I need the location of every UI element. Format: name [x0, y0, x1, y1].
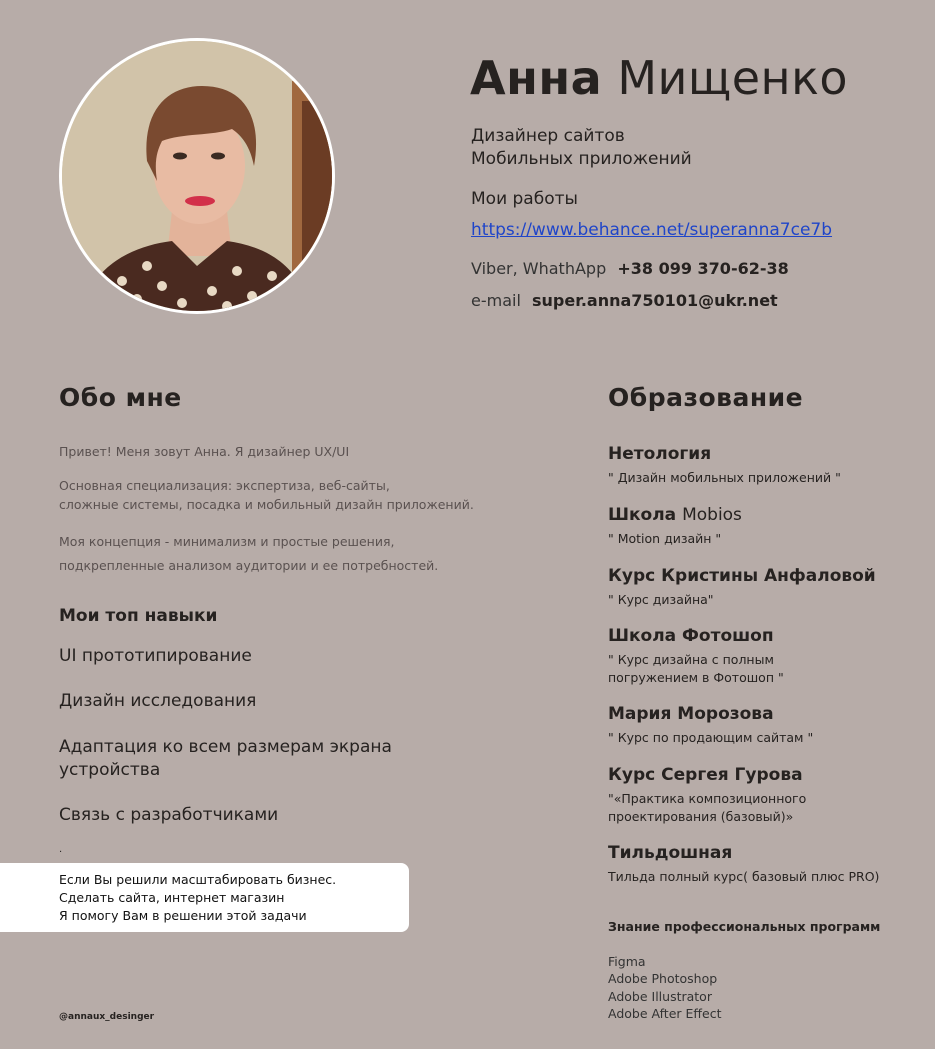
education-title: Образование — [608, 383, 804, 412]
role-line-2: Мобильных приложений — [471, 149, 692, 169]
about-specialization-line-1: Основная специализация: экспертиза, веб-сайты, — [59, 478, 390, 493]
education-item — [608, 504, 908, 548]
education-desc: "«Практика композиционного проектирования (базовый)» — [608, 791, 807, 824]
programs-title: Знание профессиональных программ — [608, 919, 881, 934]
offer-line-1: Если Вы решили масштабировать бизнес. — [59, 872, 337, 887]
education-desc: Тильда полный курс( базовый плюс PRO) — [608, 869, 880, 884]
portfolio-link[interactable]: https://www.behance.net/superanna7ce7b — [471, 220, 833, 240]
skills-title: Мои топ навыки — [59, 606, 218, 626]
role-line-1: Дизайнер сайтов — [471, 126, 625, 146]
profile-photo — [59, 38, 335, 314]
education-name: Курс Кристины Анфаловой — [608, 566, 876, 586]
education-item — [608, 565, 908, 609]
programs-list — [608, 953, 721, 1022]
education-item — [608, 842, 908, 886]
offer-line-2: Сделать сайта, интернет магазин — [59, 890, 285, 905]
separator-dot: . — [59, 844, 63, 855]
education-name: Школа Mobios — [608, 505, 742, 525]
education-item — [608, 703, 908, 747]
education-item — [608, 625, 908, 687]
social-handle: @annaux_desinger — [59, 1012, 155, 1022]
education-name: Школа Фотошоп — [608, 626, 774, 646]
last-name: Мищенко — [617, 51, 849, 105]
about-intro: Привет! Меня зовут Анна. Я дизайнер UX/UI — [59, 444, 350, 459]
education-name: Тильдошная — [608, 843, 733, 863]
program-item: Adobe Illustrator — [608, 988, 712, 1004]
skill-item: Связь с разработчиками — [59, 805, 279, 825]
first-name: Анна — [470, 51, 603, 105]
phone-contact — [471, 258, 789, 280]
education-desc: " Курс дизайна" — [608, 592, 714, 607]
offer-card — [0, 863, 409, 932]
email-contact — [471, 290, 778, 312]
skill-item: Адаптация ко всем размерам экрана устройства — [59, 737, 392, 780]
phone-label: Viber, WhathApp — [471, 259, 607, 278]
email-value[interactable]: super.anna750101@ukr.net — [532, 291, 778, 310]
education-name: Мария Морозова — [608, 704, 774, 724]
education-desc: " Курс дизайна с полным погружением в Фотошоп " — [608, 652, 784, 685]
portrait-illustration — [62, 41, 332, 311]
program-item: Figma — [608, 954, 646, 969]
about-specialization — [59, 476, 539, 514]
program-item: Adobe Photoshop — [608, 971, 718, 987]
education-desc: " Motion дизайн " — [608, 531, 722, 546]
about-title: Обо мне — [59, 383, 182, 412]
education-desc: " Дизайн мобильных приложений " — [608, 470, 841, 485]
role — [471, 125, 692, 171]
about-specialization-line-2: сложные системы, посадка и мобильный дизайн приложений. — [59, 497, 474, 512]
education-item — [608, 764, 908, 826]
program-item: Adobe After Effect — [608, 1005, 722, 1021]
email-label: e-mail — [471, 291, 521, 310]
full-name — [470, 48, 848, 108]
skill-item: UI прототипирование — [59, 646, 252, 666]
phone-value[interactable]: +38 099 370-62-38 — [617, 259, 789, 278]
education-desc: " Курс по продающим сайтам " — [608, 730, 814, 745]
works-label: Мои работы — [471, 189, 578, 209]
education-name: Курс Сергея Гурова — [608, 765, 803, 785]
skill-item: Дизайн исследования — [59, 691, 257, 711]
about-concept-line-1: Моя концепция - минимализм и простые решения, — [59, 534, 395, 549]
education-name: Нетология — [608, 444, 712, 464]
about-concept — [59, 530, 539, 578]
about-concept-line-2: подкрепленные анализом аудитории и ее потребностей. — [59, 558, 439, 573]
education-item — [608, 443, 908, 487]
offer-line-3: Я помогу Вам в решении этой задачи — [59, 908, 307, 923]
